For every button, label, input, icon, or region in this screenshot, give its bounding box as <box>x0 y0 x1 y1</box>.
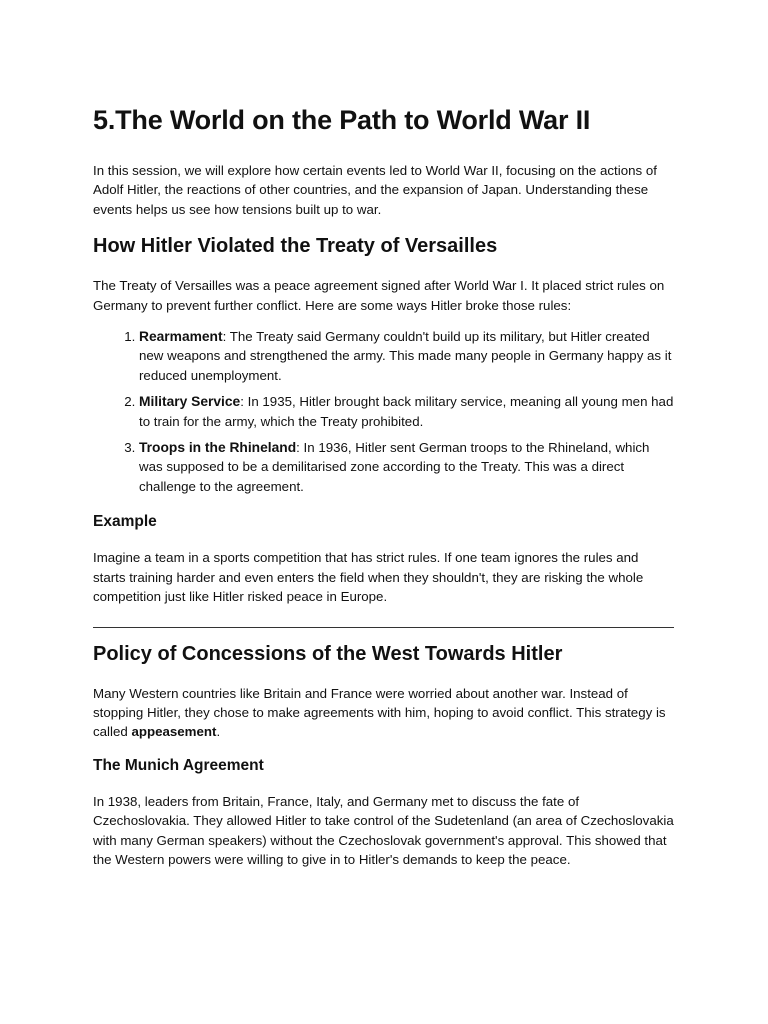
concessions-text: Many Western countries like Britain and France were worried about another war. Instead of stopping Hitler, they chose to make agreements with him, hoping to avoid conflict. This strategy is called <box>93 685 666 740</box>
page-title: 5.The World on the Path to World War II <box>93 105 591 135</box>
concessions-text-end: . <box>216 724 221 740</box>
example-paragraph: Imagine a team in a sports competition that has strict rules. If one team ignores the rules and starts training harder and even enters the field when they shouldn't, they are risking the whole competition just like Hitler risked peace in Europe. <box>93 550 644 605</box>
appeasement-term: appeasement <box>131 724 217 740</box>
list-item-text: : In 1935, Hitler brought back military service, meaning all young men had to train for the army, which the Treaty prohibited. <box>139 394 674 429</box>
violations-list <box>93 327 674 496</box>
list-item-term: Rearmament <box>139 329 223 345</box>
list-item <box>139 392 674 431</box>
section-heading-versailles: How Hitler Violated the Treaty of Versailles <box>93 235 498 258</box>
intro-paragraph: In this session, we will explore how certain events led to World War II, focusing on the actions of Adolf Hitler, the reactions of other countries, and the expansion of Japan. Understanding these events helps us see how tensions built up to war. <box>93 163 657 217</box>
list-item-text: : In 1936, Hitler sent German troops to the Rhineland, which was supposed to be a demilitarised zone according to the Treaty. This was a direct challenge to the agreement. <box>139 440 650 494</box>
munich-paragraph: In 1938, leaders from Britain, France, Italy, and Germany met to discuss the fate of Czechoslovakia. They allowed Hitler to take control of the Sudetenland (an area of Czechoslovakia with many German speakers) without the Czechoslovak government's approval. This showed that the Western powers were willing to give in to Hitler's demands to keep the peace. <box>93 793 674 867</box>
munich-heading: The Munich Agreement <box>93 756 264 774</box>
list-item-text: : The Treaty said Germany couldn't build up its military, but Hitler created new weapons and strengthened the army. This made many people in Germany happy as it reduced unemployment. <box>139 329 672 383</box>
list-item <box>139 438 674 496</box>
list-item-term: Troops in the Rhineland <box>139 440 297 456</box>
list-item-term: Military Service <box>139 394 241 410</box>
section-divider <box>93 627 674 628</box>
list-item <box>139 327 674 385</box>
example-heading: Example <box>93 513 157 531</box>
concessions-paragraph <box>93 684 674 742</box>
versailles-paragraph: The Treaty of Versailles was a peace agreement signed after World War I. It placed strict rules on Germany to prevent further conflict. Here are some ways Hitler broke those rules: <box>93 278 665 313</box>
section-heading-concessions: Policy of Concessions of the West Towards Hitler <box>93 642 563 665</box>
